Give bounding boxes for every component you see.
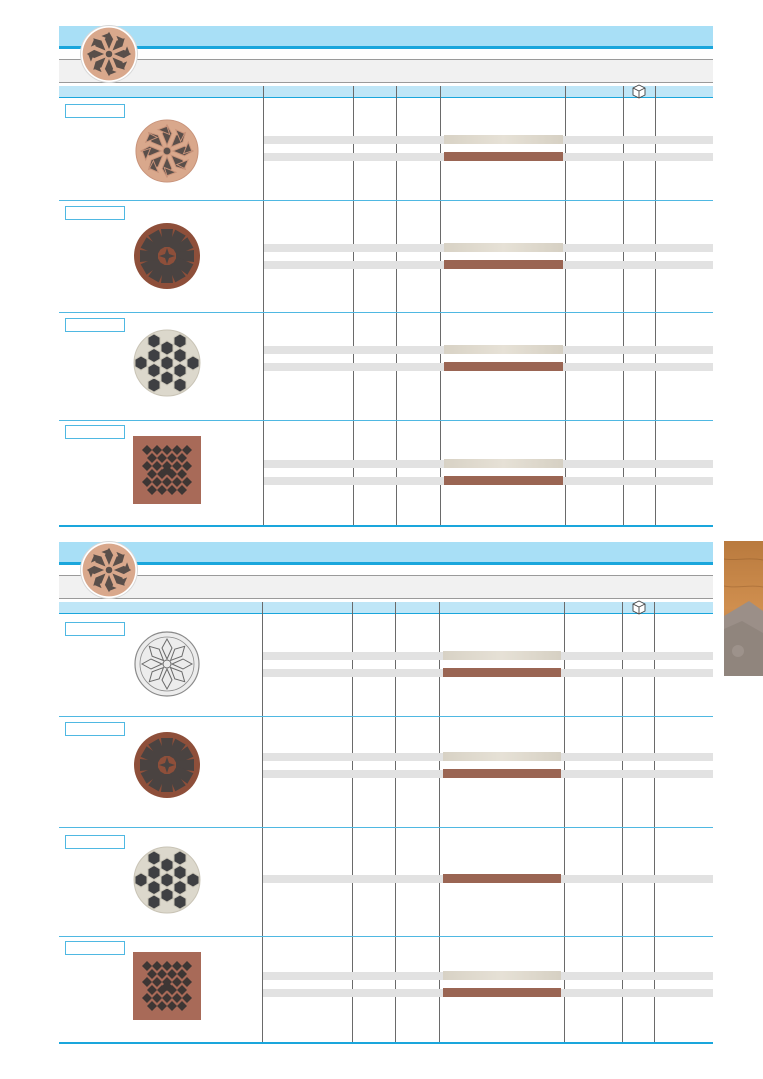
product-label-box xyxy=(65,104,125,118)
row-divider xyxy=(59,420,713,421)
color-swatch-brown xyxy=(444,476,563,485)
product-image-star xyxy=(133,731,201,804)
color-swatch-brown xyxy=(444,152,563,161)
product-image-star xyxy=(133,222,201,295)
section-bottom-rule xyxy=(59,525,713,527)
section-bottom-rule xyxy=(59,1042,713,1044)
rosette-grate-icon xyxy=(81,542,137,598)
color-swatch-cream xyxy=(444,243,563,252)
package-box-icon xyxy=(631,600,647,612)
product-image-diamond xyxy=(133,436,201,509)
color-swatch-brown xyxy=(444,260,563,269)
product-image-hexagon xyxy=(133,846,201,919)
row-divider xyxy=(59,936,713,937)
row-divider xyxy=(59,716,713,717)
product-label-box xyxy=(65,318,125,332)
color-swatch-brown xyxy=(443,874,561,883)
product-label-box xyxy=(65,206,125,220)
color-swatch-cream xyxy=(443,651,561,660)
rosette-grate-icon xyxy=(81,26,137,82)
section-subheader-band xyxy=(59,575,713,599)
color-swatch-cream xyxy=(444,459,563,468)
color-swatch-brown xyxy=(443,988,561,997)
product-image-rosette xyxy=(134,118,200,189)
product-image-hexagon xyxy=(133,329,201,402)
product-label-box xyxy=(65,622,125,636)
product-label-box xyxy=(65,941,125,955)
color-swatch-cream xyxy=(443,971,561,980)
table-header-row xyxy=(59,602,713,614)
row-divider xyxy=(59,827,713,828)
product-image-rosette-white xyxy=(133,630,201,703)
row-divider xyxy=(59,200,713,201)
color-swatch-cream xyxy=(443,752,561,761)
section-header-band xyxy=(59,542,713,565)
catalog-section-1 xyxy=(59,26,713,528)
product-label-box xyxy=(65,425,125,439)
color-swatch-brown xyxy=(444,362,563,371)
product-label-box xyxy=(65,722,125,736)
color-swatch-cream xyxy=(444,345,563,354)
wood-stone-texture-icon xyxy=(724,541,763,676)
section-subheader-band xyxy=(59,59,713,83)
row-divider xyxy=(59,312,713,313)
color-swatch-brown xyxy=(443,668,561,677)
color-swatch-brown xyxy=(443,769,561,778)
section-header-band xyxy=(59,26,713,49)
product-image-diamond xyxy=(133,952,201,1025)
catalog-section-2 xyxy=(59,542,713,1046)
color-swatch-cream xyxy=(444,135,563,144)
package-box-icon xyxy=(631,84,647,96)
table-header-row xyxy=(59,86,713,98)
product-label-box xyxy=(65,835,125,849)
